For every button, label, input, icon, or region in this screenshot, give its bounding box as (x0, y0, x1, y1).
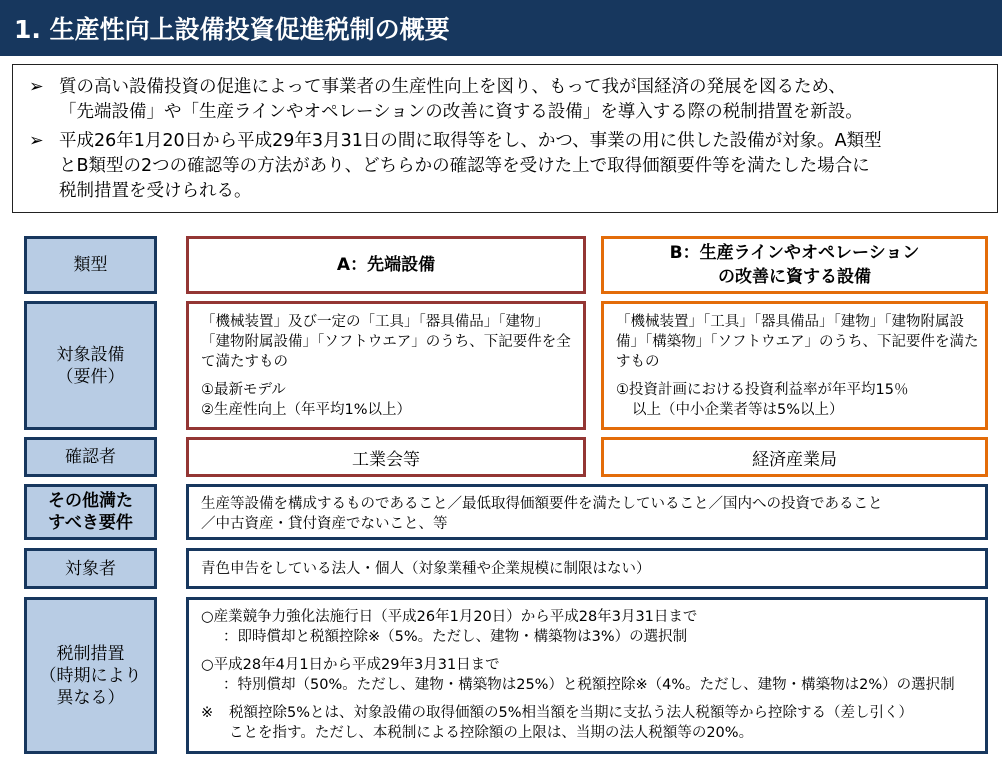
tax-note-line-2: ことを指す。ただし、本税制による控除額の上限は、当期の法人税額等の20%。 (229, 725, 754, 741)
note-mark: ※ (201, 705, 214, 721)
type-a-header (186, 236, 586, 294)
label-tax-line-1: 税制措置 (56, 643, 125, 664)
type-b-confirmer (601, 437, 988, 477)
label-tax-line-3: 異なる） (56, 687, 125, 708)
page-title: 1. 生産性向上設備投資促進税制の概要 (14, 15, 450, 44)
type-a-req-line-3: て満たすもの (201, 354, 288, 370)
subject-text: 青色申告をしている法人・個人（対象業種や企業規模に制限はない） (201, 561, 651, 577)
label-target-equipment (24, 301, 157, 430)
arrow-bullet-icon: ➢ (29, 77, 44, 97)
type-b-req-line-2: 備」「構築物」「ソフトウエア」のうち、下記要件を満た (616, 334, 979, 350)
title-bar (0, 0, 1002, 56)
other-requirements-line-2: ／中古資産・貸付資産でないこと、等 (201, 516, 448, 532)
type-b-req-line-3: すもの (616, 354, 660, 370)
type-b-condition-2: 以上（中小企業者等は5%以上） (632, 402, 844, 418)
label-tax-line-2: （時期により (39, 665, 142, 686)
type-a-confirmer (186, 437, 586, 477)
tax-measures-box (186, 597, 988, 754)
type-b-header-line-1: B：生産ラインやオペレーション (669, 243, 920, 263)
label-confirmer (24, 437, 157, 477)
other-requirements-box (186, 484, 988, 540)
type-b-condition-1: ①投資計画における投資利益率が年平均15％ (616, 382, 909, 398)
tax-period-2-detail: ：特別償却（50%。ただし、建物・構築物は25%）と税額控除※（4%。ただし、建物・構築物は2%）の選択制 (223, 677, 955, 693)
summary-bullet-1 (29, 75, 987, 125)
type-a-condition-2: ②生産性向上（年平均1%以上） (201, 402, 412, 418)
type-a-confirmer-text: 工業会等 (352, 449, 420, 470)
summary-bullet-2-line-1: 平成26年1月20日から平成29年3月31日の間に取得等をし、かつ、事業の用に供した設備が対象。A類型 (59, 131, 882, 151)
other-requirements-line-1: 生産等設備を構成するものであること／最低取得価額要件を満たしていること／国内への投資であること (201, 496, 883, 512)
tax-period-1-detail: ：即時償却と税額控除※（5%。ただし、建物・構築物は3%）の選択制 (223, 629, 688, 645)
summary-bullet-2-line-2: とB類型の2つの確認等の方法があり、どちらかの確認等を受けた上で取得価額要件等を満たした場合に (59, 156, 870, 176)
type-b-req-line-1: 「機械装置」「工具」「器具備品」「建物」「建物附属設 (616, 314, 964, 330)
summary-bullet-1-line-2: 「先端設備」や「生産ラインやオペレーションの改善に資する設備」を導入する際の税制措置を新設。 (59, 102, 863, 122)
tax-note (201, 703, 985, 723)
label-other-requirements (24, 484, 157, 540)
summary-bullet-1-line-1: 質の高い設備投資の促進によって事業者の生産性向上を図り、もって我が国経済の発展を図るため、 (59, 77, 846, 97)
label-tax-measures (24, 597, 157, 754)
label-subject-text: 対象者 (65, 558, 116, 579)
type-a-header-text: A：先端設備 (336, 255, 436, 275)
type-a-condition-1: ①最新モデル (201, 382, 286, 398)
type-a-requirements (186, 301, 586, 430)
arrow-bullet-icon: ➢ (29, 131, 44, 151)
summary-bullet-2 (29, 129, 987, 204)
type-b-header-line-2: の改善に資する設備 (718, 267, 871, 287)
label-target-line-2: （要件） (56, 366, 125, 387)
label-subject (24, 548, 157, 589)
label-target-line-1: 対象設備 (56, 344, 125, 365)
tax-period-1-title: ○産業競争力強化法施行日（平成26年1月20日）から平成28年3月31日まで (201, 609, 698, 625)
label-type (24, 236, 157, 294)
tax-note-line-1: 税額控除5%とは、対象設備の取得価額の5%相当額を当期に支払う法人税額等から控除する（差し引く） (229, 705, 914, 721)
type-b-requirements (601, 301, 988, 430)
label-other-line-1: その他満た (48, 491, 133, 511)
type-b-confirmer-text: 経済産業局 (752, 449, 837, 470)
type-a-req-line-2: 「建物附属設備」「ソフトウエア」のうち、下記要件を全 (201, 334, 571, 350)
tax-period-2-title: ○平成28年4月1日から平成29年3月31日まで (201, 657, 500, 673)
type-a-req-line-1: 「機械装置」及び一定の「工具」「器具備品」「建物」 (201, 314, 549, 330)
label-confirmer-text: 確認者 (65, 447, 116, 467)
subject-box (186, 548, 988, 589)
type-b-header (601, 236, 988, 294)
label-type-text: 類型 (73, 255, 108, 275)
summary-bullet-2-line-3: 税制措置を受けられる。 (59, 181, 252, 201)
summary-box (12, 64, 998, 213)
label-other-line-2: すべき要件 (48, 513, 133, 533)
